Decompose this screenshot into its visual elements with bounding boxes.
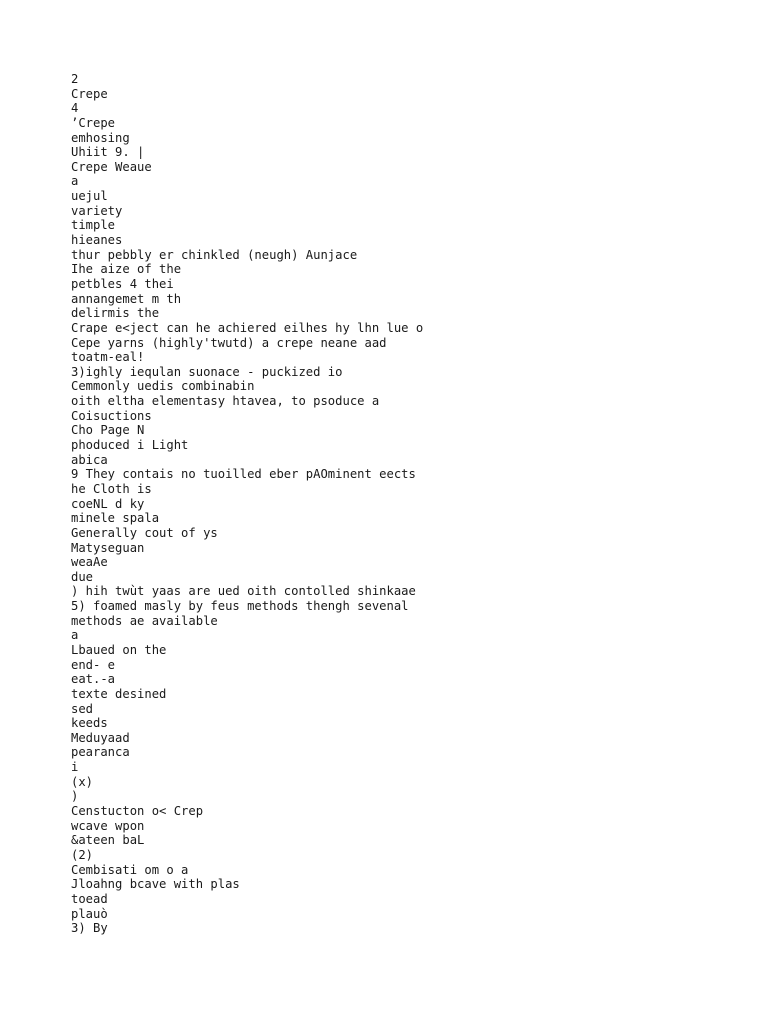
text-line: texte desined bbox=[71, 686, 167, 701]
text-line: Lbaued on the bbox=[71, 642, 167, 657]
text-line: 3) By bbox=[71, 921, 108, 936]
text-line: annangemet m th bbox=[71, 291, 182, 306]
text-line: uejul bbox=[71, 189, 108, 204]
text-line: &ateen baL bbox=[71, 833, 145, 848]
text-line: Uhiit 9. | bbox=[71, 145, 145, 160]
text-line: toatm-eal! bbox=[71, 350, 145, 365]
text-line: (2) bbox=[71, 847, 94, 862]
text-line: Ihe aize of the bbox=[71, 262, 182, 277]
text-line: wcave wpon bbox=[71, 818, 145, 833]
text-line: ) bbox=[71, 789, 79, 804]
text-line: Cho Page N bbox=[71, 423, 145, 438]
text-line: a bbox=[71, 174, 79, 189]
text-line: Matyseguan bbox=[71, 540, 145, 555]
text-line: Crape e<ject can he achiered eilhes hy lhn lue o bbox=[71, 320, 424, 335]
text-line: ’Crepe bbox=[71, 115, 116, 130]
text-line: Censtucton o< Crep bbox=[71, 804, 204, 819]
text-line: 2 bbox=[71, 72, 79, 86]
text-line: pearanca bbox=[71, 745, 130, 760]
text-line: 4 bbox=[71, 101, 79, 116]
text-line: sed bbox=[71, 701, 94, 716]
text-line: minele spala bbox=[71, 511, 160, 526]
text-line: keeds bbox=[71, 716, 108, 731]
text-line: weaAe bbox=[71, 555, 108, 570]
text-line: phoduced i Light bbox=[71, 438, 189, 453]
text-line: delirmis the bbox=[71, 306, 160, 321]
text-line: a bbox=[71, 628, 79, 643]
text-line: Meduyaad bbox=[71, 730, 130, 745]
text-line: thur pebbly er chinkled (neugh) Aunjace bbox=[71, 247, 358, 262]
text-line: toead bbox=[71, 891, 108, 906]
text-line: Generally cout of ys bbox=[71, 525, 218, 540]
text-line: Crepe bbox=[71, 86, 108, 101]
text-line: he Cloth is bbox=[71, 481, 152, 496]
text-line: 9 They contais no tuoilled eber pAOminent eects bbox=[71, 467, 416, 482]
text-line: i bbox=[71, 760, 79, 775]
text-line: end- e bbox=[71, 657, 116, 672]
text-line: Jloahng bcave with plas bbox=[71, 877, 240, 892]
text-line: oith eltha elementasy htavea, to psoduce a bbox=[71, 394, 380, 409]
text-line: 3)ighly iequlan suonace - puckized io bbox=[71, 364, 343, 379]
text-line: (x) bbox=[71, 774, 94, 789]
text-line: eat.-a bbox=[71, 672, 116, 687]
text-line: Cemmonly uedis combinabin bbox=[71, 379, 255, 394]
text-line: abica bbox=[71, 452, 108, 467]
text-line: due bbox=[71, 569, 94, 584]
text-line: Crepe Weaue bbox=[71, 159, 152, 174]
text-line: emhosing bbox=[71, 130, 130, 145]
text-line: Cepe yarns (highly'twutd) a crepe neane aad bbox=[71, 335, 387, 350]
text-line: petbles 4 thei bbox=[71, 276, 174, 291]
handwritten-notes-transcription bbox=[71, 72, 751, 936]
text-line: 5) foamed masly by feus methods thengh sevenal bbox=[71, 599, 409, 614]
text-line: coeNL d ky bbox=[71, 496, 145, 511]
text-line: plauò bbox=[71, 906, 108, 921]
text-line: variety bbox=[71, 203, 123, 218]
text-line: ) hih twùt yaas are ued oith contolled shinkaae bbox=[71, 584, 416, 599]
text-line: methods ae available bbox=[71, 613, 218, 628]
text-line: Coisuctions bbox=[71, 408, 152, 423]
text-line: hieanes bbox=[71, 233, 123, 248]
text-line: Cembisati om o a bbox=[71, 862, 189, 877]
text-line: timple bbox=[71, 218, 116, 233]
